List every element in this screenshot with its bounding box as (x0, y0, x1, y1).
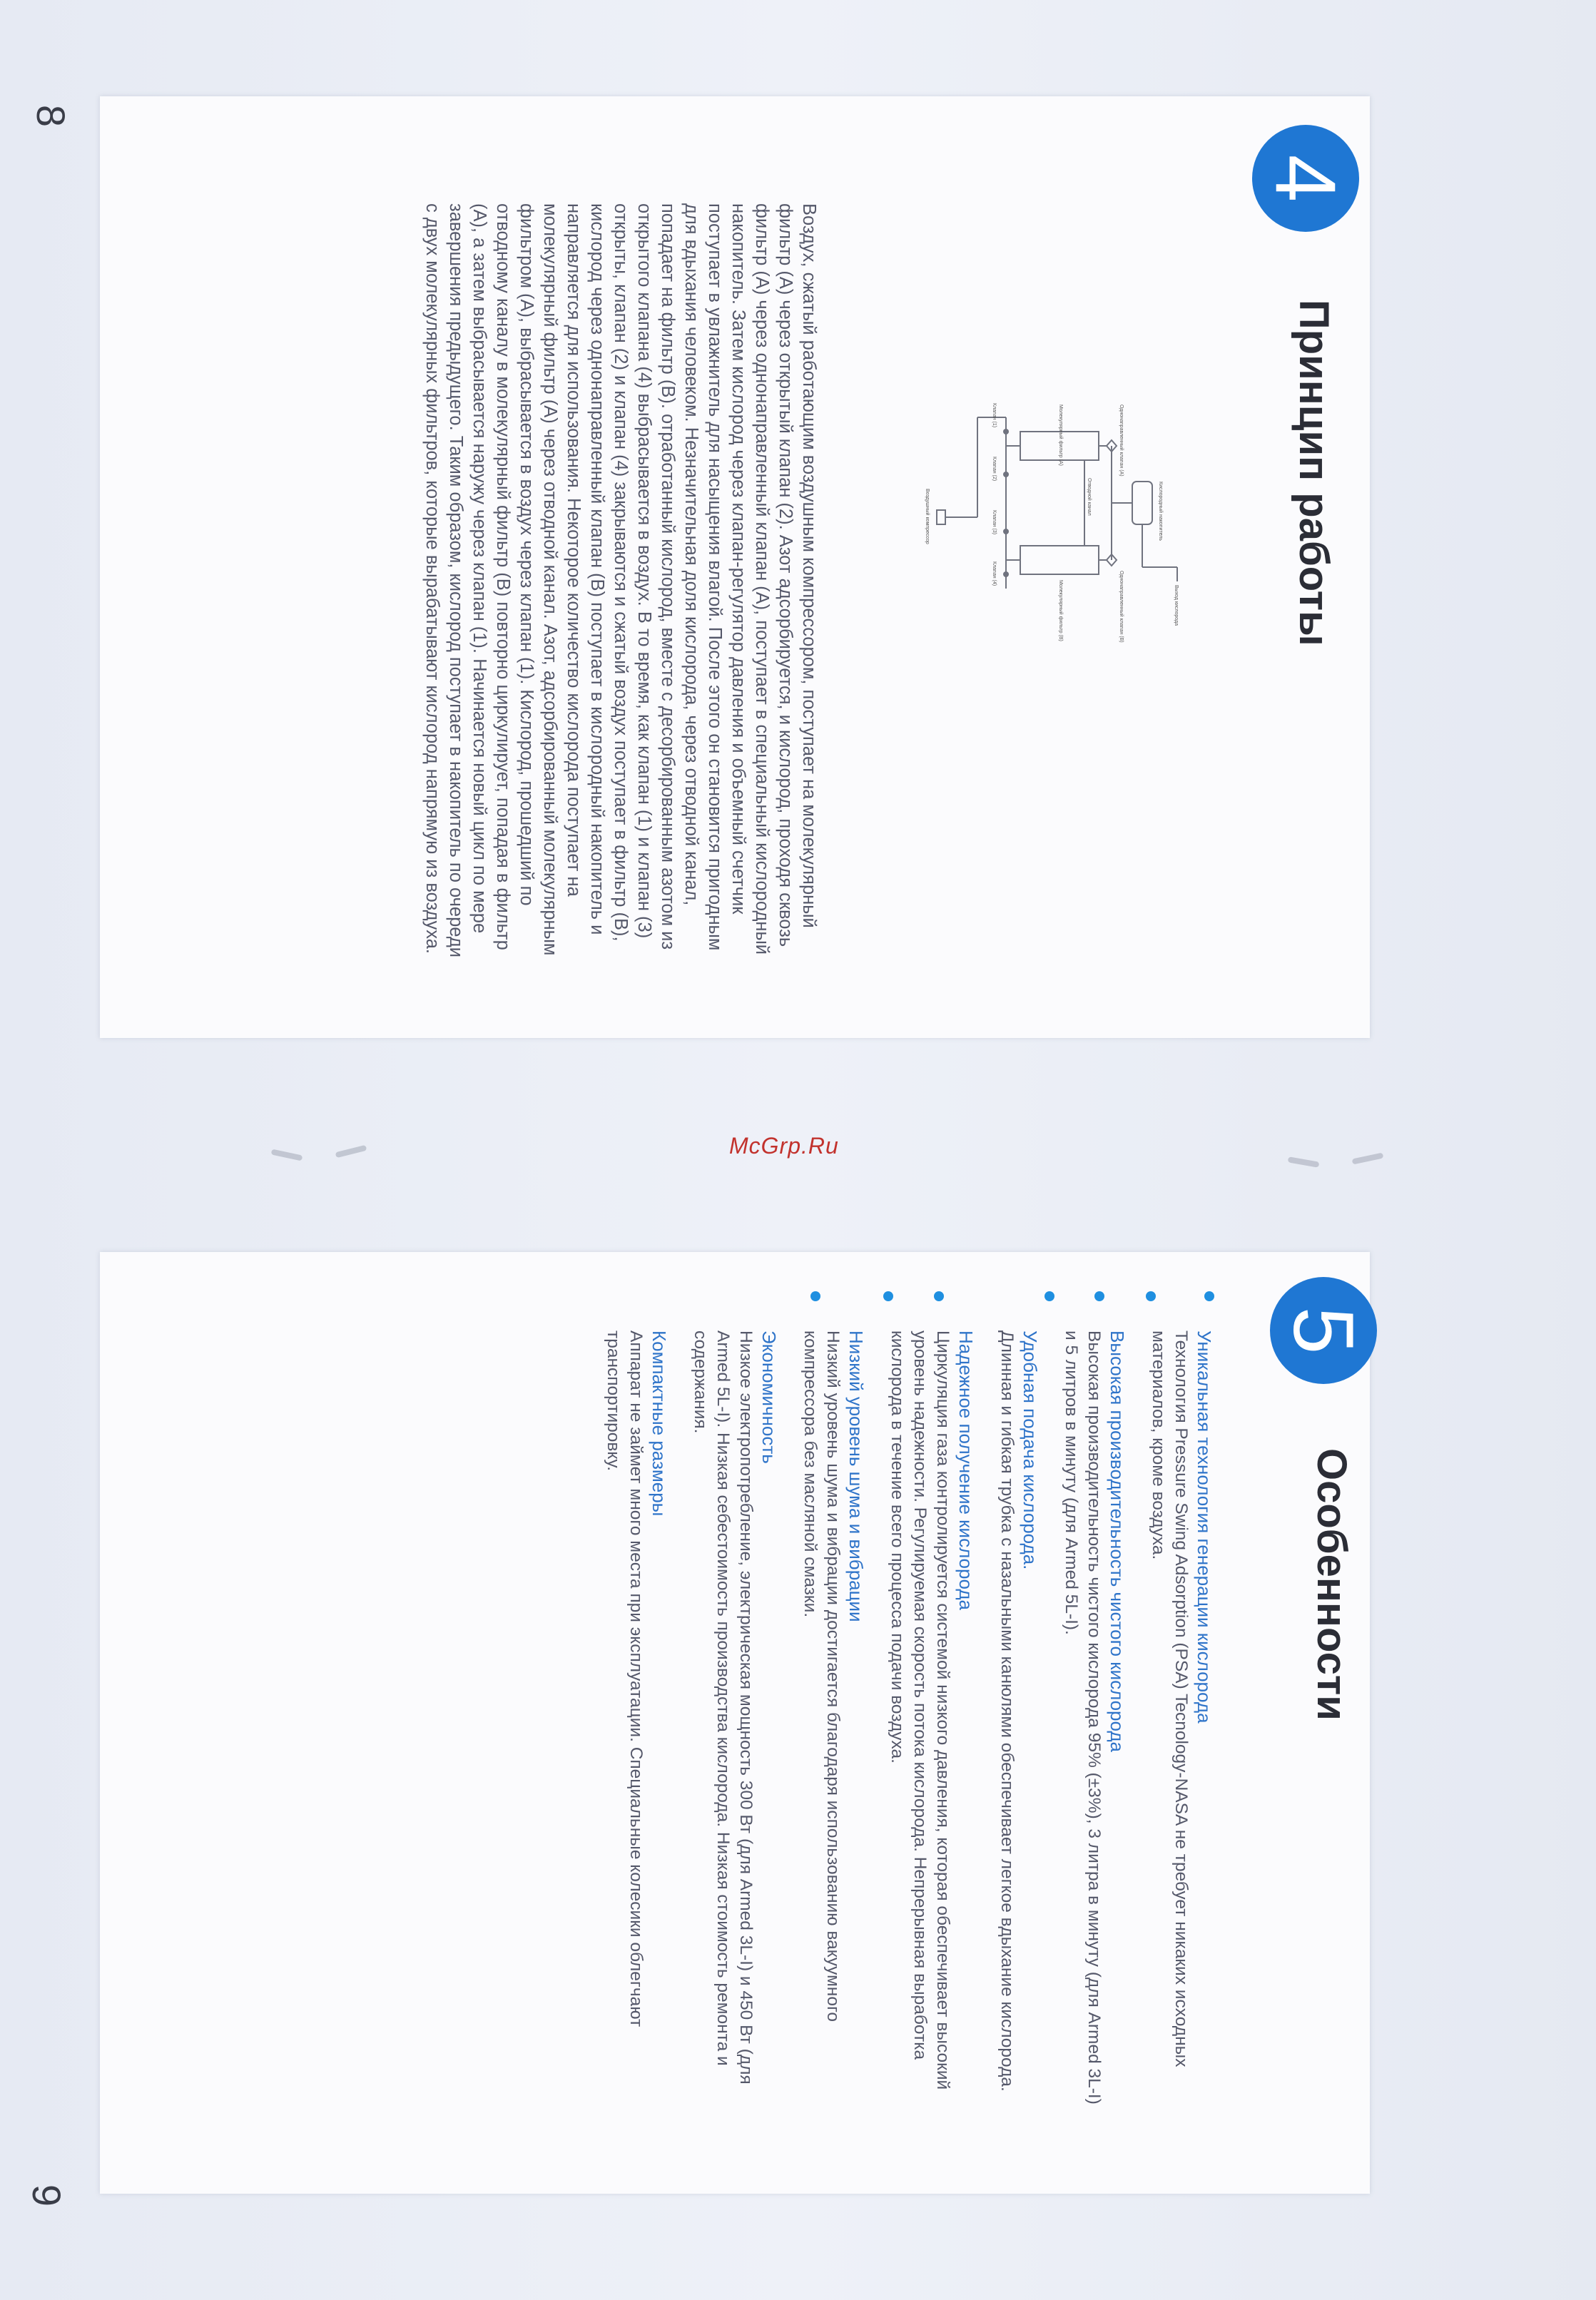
feature-bullet (1204, 1291, 1214, 1301)
page-features (100, 1252, 1370, 2194)
feature-bullet (883, 1291, 893, 1301)
feature-heading: Надежное получение кислорода (955, 1330, 977, 1610)
valve-4-shape (1003, 571, 1009, 577)
feature-description: Технология Pressure Swing Adsorption (PSA) Tecnology-NASA не требует никаких исходных материалов, кроме воздуха. (1149, 1330, 1191, 2067)
label-valve-2: Клапан (2) (992, 457, 997, 482)
valve-3-shape (1003, 529, 1009, 534)
label-check-a: Однонаправленный клапан (А) (1119, 404, 1124, 477)
page-principle (100, 96, 1370, 1038)
filter-b-shape (1020, 546, 1099, 574)
feature-item (995, 1330, 1042, 2115)
oxygen-flow-diagram (920, 403, 1191, 731)
feature-description: Низкий уровень шума и вибрации достигается благодаря использованию вакуумного компрессора без масляной смазки. (800, 1330, 843, 2022)
feature-description: Длинная и гибкая трубка с назальными канюлями обеспечивает легкое вдыхание кислорода. (997, 1330, 1017, 2092)
page-principle-content (100, 96, 1370, 1038)
feature-heading: Низкий уровень шума и вибрации (845, 1330, 867, 1622)
label-outlet: Выход кислорода (1174, 585, 1179, 626)
watermark: McGrp.Ru (729, 1133, 839, 1159)
section-5-number: 5 (1276, 1306, 1371, 1355)
feature-description: Высокая производительность чистого кислорода 95% (±3%), 3 литра в минуту (для Armed 3L-I) и 5 литров в минуту (для Armed 5L-I). (1062, 1330, 1104, 2105)
valve-2-shape (1003, 472, 1009, 477)
feature-heading: Удобная подача кислорода. (1020, 1330, 1041, 1570)
label-filter-b: Молекулярный фильтр (В) (1058, 580, 1063, 641)
section-5-badge (1270, 1277, 1377, 1384)
feature-heading: Уникальная технология генерации кислорода (1194, 1330, 1215, 1724)
section-4-number: 4 (1258, 154, 1353, 203)
compressor-shape (937, 510, 945, 524)
feature-item (1059, 1330, 1129, 2115)
page-number-right: 9 (24, 2184, 70, 2207)
feature-list (584, 1330, 1216, 2115)
feature-item (1147, 1330, 1216, 2115)
page-features-content (100, 1252, 1370, 2194)
feature-bullet (1146, 1291, 1156, 1301)
label-valve-1: Клапан (1) (992, 403, 997, 428)
section-5-title: Особенности (1308, 1448, 1355, 1721)
label-valve-4: Клапан (4) (992, 561, 997, 586)
label-bypass: Отводной канал (1087, 478, 1092, 516)
feature-item (798, 1330, 868, 2115)
section-4-badge (1252, 125, 1359, 232)
feature-heading: Экономичность (758, 1330, 780, 1464)
feature-bullet (1094, 1291, 1104, 1301)
feature-bullet (1044, 1291, 1054, 1301)
feature-item (601, 1330, 671, 2115)
feature-description: Низкое электропотребление, электрическая мощность 300 Вт (для Armed 3L-I) и 450 Вт (для Armed 5L-I). Низкая себестоимость производства кислорода. Низкая стоимость ремонта и содержания. (691, 1330, 756, 2085)
label-compressor: Воздушный компрессор (925, 489, 930, 544)
feature-heading: Высокая производительность чистого кислорода (1107, 1330, 1128, 1753)
storage-tank-shape (1132, 482, 1152, 524)
valve-1-shape (1003, 429, 1009, 434)
label-storage: Кислородный накопитель (1158, 482, 1163, 541)
feature-description: Аппарат не займет много места при эксплуатации. Специальные колесики облегчают транспортировку. (604, 1330, 646, 2027)
feature-heading: Компактные размеры (649, 1330, 670, 1517)
label-valve-3: Клапан (3) (992, 510, 997, 535)
principle-body-text: Воздух, сжатый работающим воздушным компрессором, поступает на молекулярный фильтр (А) через открытый клапан (2). Азот адсорбируется, и кислород, проходя сквозь фильтр (А) через однонаправленный клапан (А), поступает в специальный кислородный накопитель. Затем кислород через клапан-регулятор давления и объемный счетчик поступает в увлажнитель для насыщения влагой. После этого он становится пригодным для вдыхания человеком. Незначительная доля кислорода, через отводной канал, попадает на фильтр (В). отработанный кислород, вместе с десорбированным азотом из открытого клапана (4) выбрасывается в воздух. В то время, как клапан (1) и клапан (3) открыты, клапан (2) и клапан (4) закрываются и сжатый воздух поступает в фильтр (В), кислород через однонаправленный клапан (В) поступает в кислородный накопитель и направляется для использования. Некоторое количество кислорода поступает на молекулярный фильтр (А) через отводной канал. Азот, адсорбированный молекулярным фильтром (А), выбрасывается в воздух через клапан (1). Кислород, прошедший по отводному каналу в молекулярный фильтр (В) повторно циркулирует, попадая в фильтр (А), а затем выбрасывается наружу через клапан (1). Начинается новый цикл по мере завершения предыдущего. Таким образом, кислород поступает в накопитель по очереди с двух молекулярных фильтров, которые вырабатывают кислород напрямую из воздуха. (422, 203, 819, 958)
label-check-b: Однонаправленный клапан (В) (1119, 571, 1124, 643)
feature-bullet (810, 1291, 820, 1301)
feature-bullet (934, 1291, 944, 1301)
section-4-title: Принцип работы (1291, 300, 1337, 646)
page-number-left: 8 (29, 104, 74, 128)
feature-item (885, 1330, 978, 2115)
label-filter-a: Молекулярный фильтр (А) (1058, 404, 1063, 466)
feature-description: Циркуляция газа контролируется системой низкого давления, которая обеспечивает высокий уровень надежности. Регулируемая скорость потока кислорода. Непрерывная выработка кислорода в течение всего процесса подачи воздуха. (888, 1330, 952, 2090)
feature-item (688, 1330, 781, 2115)
